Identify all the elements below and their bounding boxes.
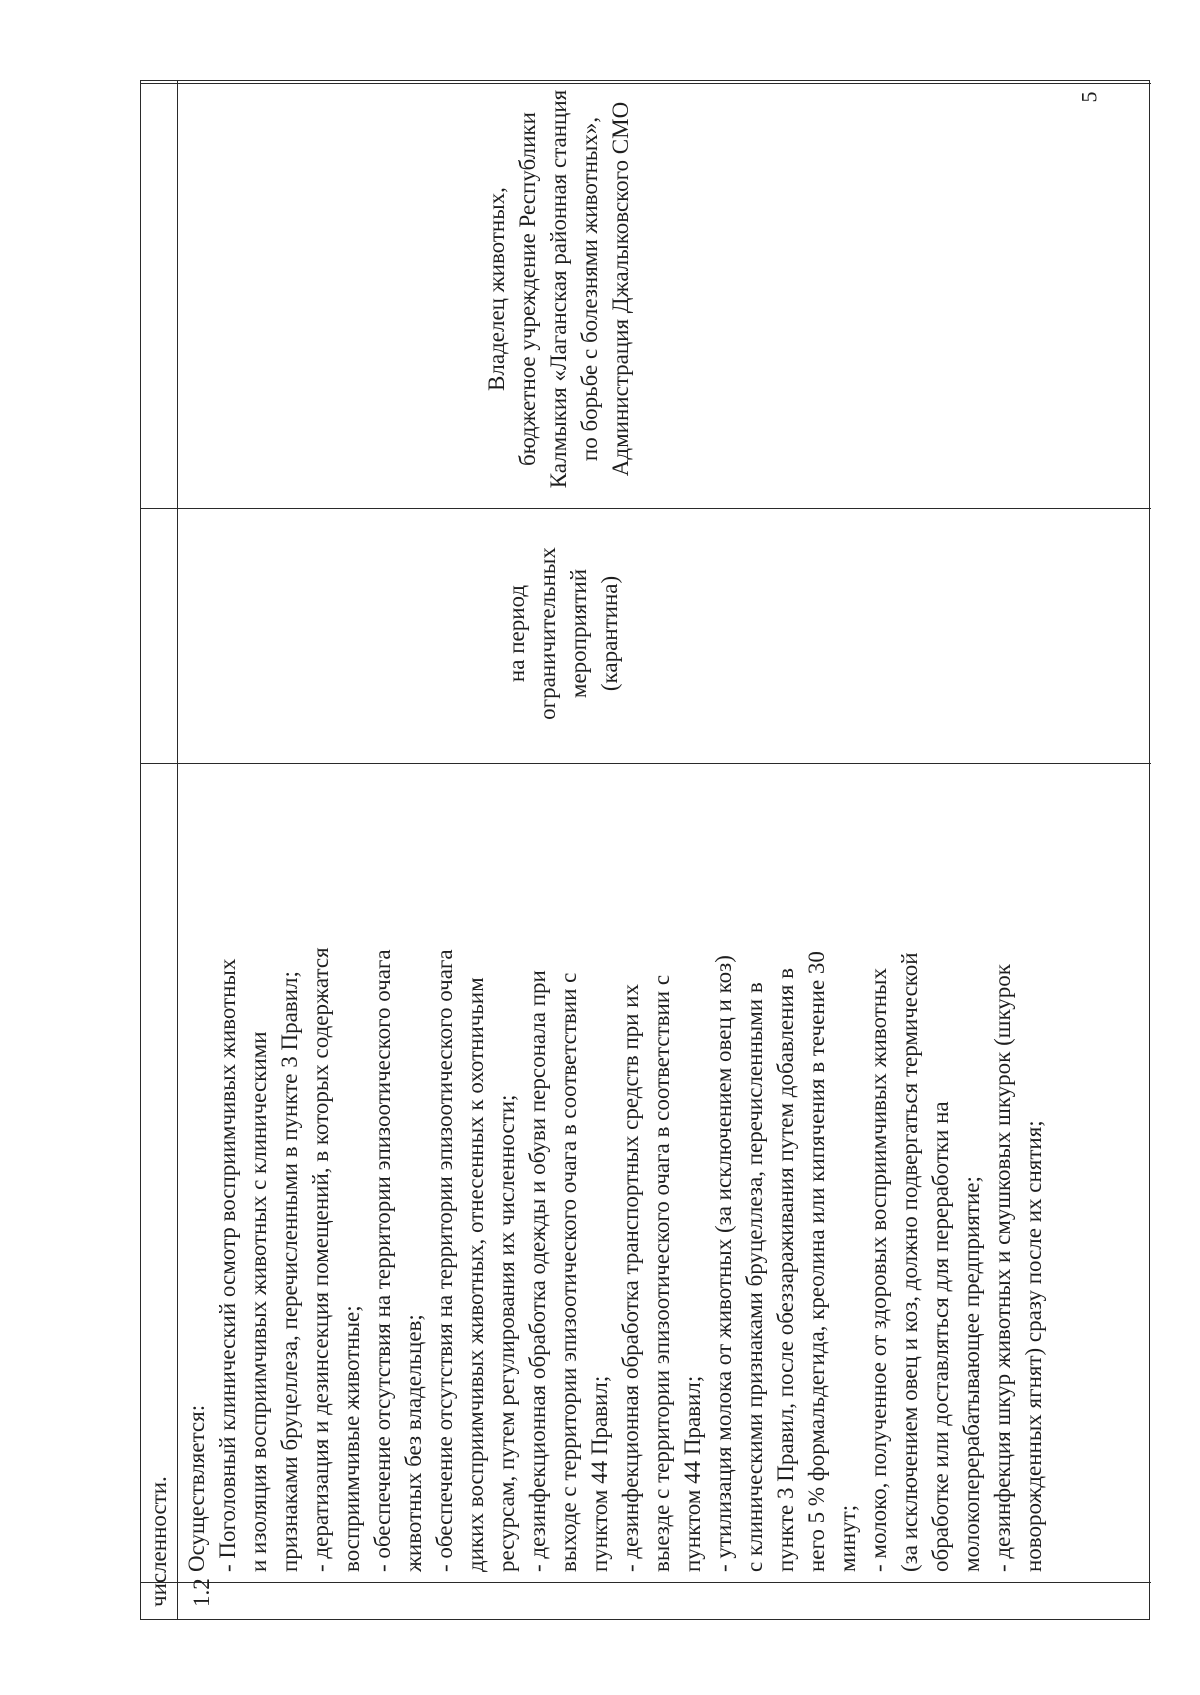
measure-line: молокоперерабатывающее предприятие; [959, 1176, 984, 1572]
measure-line: и изоляция восприимчивых животных с клиническими [246, 1031, 271, 1572]
responsible-line: бюджетное учреждение Республики [515, 112, 540, 466]
responsible-line: Калмыкия «Лаганская районная станция [546, 89, 571, 489]
measure-line: пунктом 44 Правил; [680, 1375, 705, 1572]
responsible-line: Владелец животных, [484, 187, 509, 391]
measure-line: пунктом 44 Правил; [587, 1375, 612, 1572]
column-divider-number [141, 1582, 1151, 1583]
measure-line: признаками бруцеллеза, перечисленными в пункте 3 Правил; [277, 971, 302, 1572]
measure-line: восприимчивые животные; [339, 1305, 364, 1572]
term-line: ограничительных [535, 547, 560, 720]
measure-line: - обеспечение отсутствия на территории эпизоотического очага [370, 949, 395, 1572]
measure-line: - Поголовный клинический осмотр восприимчивых животных [215, 958, 240, 1572]
measure-line: - дезинфекционная обработка транспортных средств при их [618, 984, 643, 1572]
column-divider-term [141, 763, 1151, 764]
measure-line: выезде с территории эпизоотического очага в соответствии с [649, 974, 674, 1572]
measure-line: обработке или доставляться для переработки на [928, 1101, 953, 1572]
term-text [501, 516, 625, 751]
row-divider [177, 81, 178, 1619]
measure-line: с клиническими признаками бруцеллеза, перечисленными в [742, 982, 767, 1572]
measure-line: пункте 3 Правил, после обеззараживания путем добавления в [773, 968, 798, 1572]
measure-line: минут; [835, 1504, 860, 1572]
measure-line: - дезинфекция шкур животных и смушковых шкурок (шкурок [990, 964, 1015, 1572]
column-divider-last [141, 83, 1151, 84]
responsible-line: по борьбе с болезнями животных», [577, 116, 602, 462]
measure-line: ресурсам, путем регулирования их численности; [494, 1094, 519, 1572]
term-line: (карантина) [597, 575, 622, 692]
measure-line: животных без владельцев; [401, 1314, 426, 1572]
measures-text [181, 777, 1049, 1572]
measure-line: Осуществляется: [184, 1404, 209, 1572]
measure-line: - утилизация молока от животных (за исключением овец и коз) [711, 955, 736, 1572]
responsible-text [481, 74, 636, 504]
measures-table [140, 80, 1150, 1620]
term-line: на период [504, 584, 529, 683]
measure-line: - обеспечение отсутствия на территории эпизоотического очага [432, 949, 457, 1572]
row-number: 1.2 [189, 1578, 214, 1607]
rotated-page [140, 80, 1150, 1620]
term-line: мероприятий [566, 568, 591, 699]
measure-line: новорожденных ягнят) сразу после их снятия; [1021, 1120, 1046, 1572]
responsible-line: Администрация Джалыковского СМО [608, 101, 633, 477]
page-number: 5 [1076, 91, 1102, 103]
measure-line: выходе с территории эпизоотического очага в соответствии с [556, 972, 581, 1572]
measure-line: него 5 % формальдегида, креолина или кипячения в течение 30 [804, 951, 829, 1572]
measure-line: диких восприимчивых животных, отнесенных к охотничьим [463, 977, 488, 1572]
measure-line: (за исключением овец и коз, должно подвергаться термической [897, 952, 922, 1572]
measure-line: - дератизация и дезинсекция помещений, в которых содержатся [308, 947, 333, 1572]
measure-line: - дезинфекционная обработка одежды и обуви персонала при [525, 970, 550, 1572]
measure-line: - молоко, полученное от здоровых восприимчивых животных [866, 967, 891, 1572]
previous-row-fragment: численности. [146, 1476, 171, 1607]
column-divider-responsible [141, 508, 1151, 509]
